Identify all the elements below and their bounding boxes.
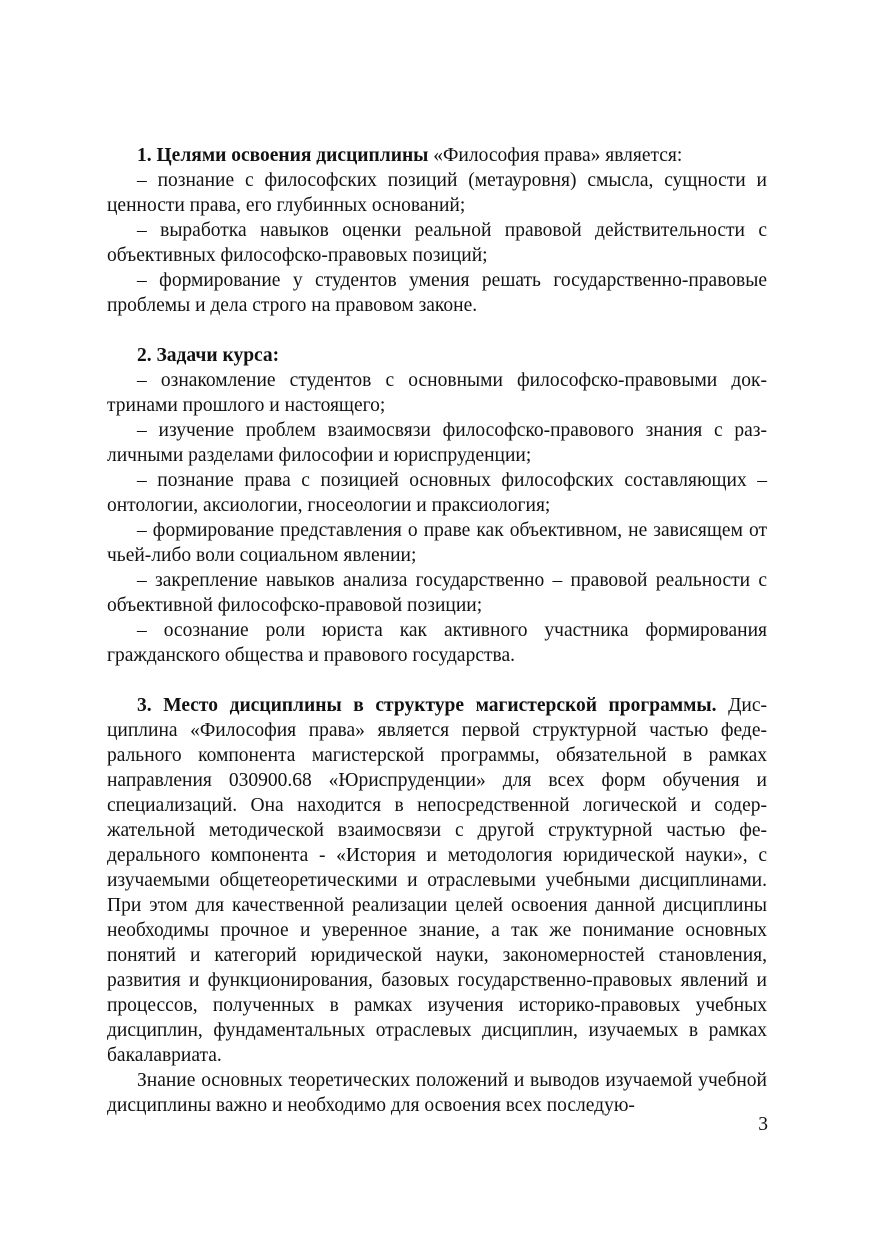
section-tasks: [107, 343, 767, 668]
tasks-item-2: – изучение проблем взаимосвязи философско-правового знания с различными разделами философии и юриспруденции;: [107, 420, 767, 466]
place-continuation: Знание основных теоретических положений и выводов изучаемой учебной дисциплины важно и необходимо для освоения всех последую-: [107, 1070, 767, 1116]
place-heading: 3. Место дисциплины в структуре магистерской программы.: [137, 695, 717, 716]
goals-item-2: – выработка навыков оценки реальной правовой действительности с объективных философско-правовых позиций;: [107, 220, 767, 266]
section-goals: [107, 143, 767, 318]
tasks-item-1: – ознакомление студентов с основными философско-правовыми доктринами прошлого и настоящего;: [107, 370, 767, 416]
tasks-item-5: – закрепление навыков анализа государственно – правовой реальности с объективной философско-правовой позиции;: [107, 570, 767, 616]
goals-heading-tail: «Философия права» является:: [428, 145, 683, 166]
page-number: 3: [758, 1114, 768, 1135]
goals-item-1: – познание с философских позиций (метауровня) смысла, сущности и ценности права, его глубинных оснований;: [107, 170, 767, 216]
tasks-item-4: – формирование представления о праве как объективном, не зависящем от чьей-либо воли социальном явлении;: [107, 520, 767, 566]
goals-heading-line: [107, 143, 767, 168]
place-body: Дисциплина «Философия права» является первой структурной частью федерального компонента магистерской программы, обязательной в рамках направления 030900.68 «Юриспруденции» для всех форм обучения и специализаций. Она находится в непосредственной логической и содержательной методической взаимосвязи с другой структурной частью федерального компонента - «История и методология юридической науки», с изучаемыми общетеоретическими и отраслевыми учебными дисциплинами. При этом для качественной реализации целей освоения данной дисциплины необходимы прочное и уверенное знание, а так же понимание основных понятий и категорий юридической науки, закономерностей становления, развития и функционирования, базовых государственно-правовых явлений и процессов, полученных в рамках изучения историко-правовых учебных дисциплин, фундаментальных отраслевых дисциплин, изучаемых в рамках бакалавриата.: [107, 695, 767, 1066]
tasks-item-3: – познание права с позицией основных философских составляющих – онтологии, аксиологии, гносеологии и праксиология;: [107, 470, 767, 516]
goals-heading: 1. Целями освоения дисциплины: [137, 145, 429, 166]
document-page: [107, 143, 767, 1143]
goals-item-3: – формирование у студентов умения решать государственно-правовые проблемы и дела строго на правовом законе.: [107, 270, 767, 316]
section-place: [107, 693, 767, 1118]
tasks-item-6: – осознание роли юриста как активного участника формирования гражданского общества и правового государства.: [107, 620, 767, 666]
place-paragraph: [107, 693, 767, 1068]
tasks-heading: 2. Задачи курса:: [137, 345, 280, 366]
